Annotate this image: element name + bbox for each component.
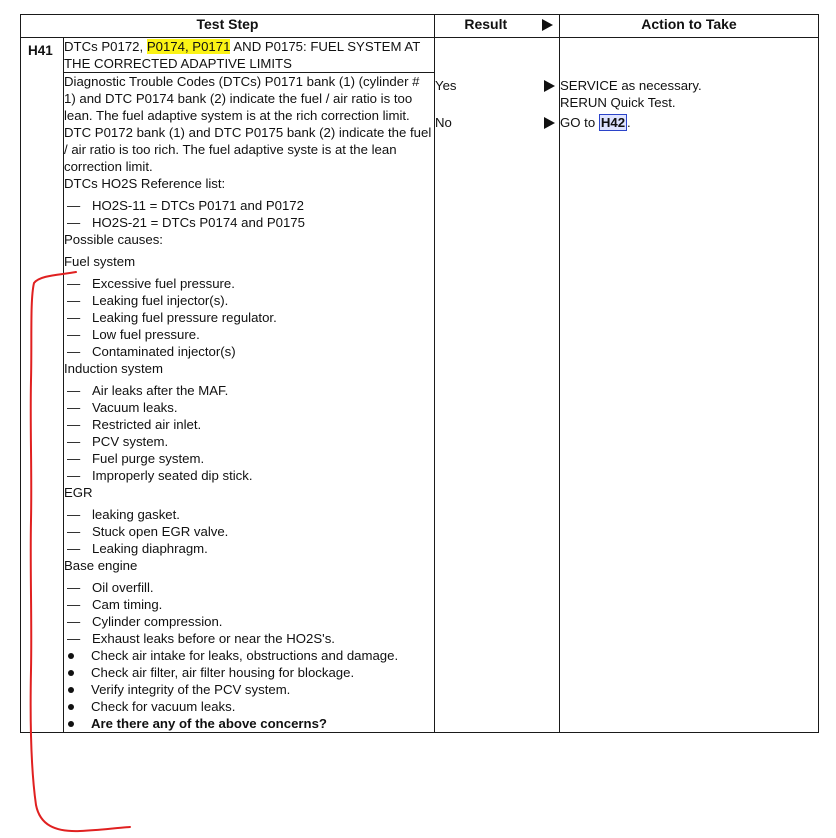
cause-item: — leaking gasket. (64, 506, 434, 523)
cause-item: — Vacuum leaks. (64, 399, 434, 416)
cause-item: — Oil overfill. (64, 579, 434, 596)
header-action: Action to Take (560, 15, 819, 38)
action-yes-line1: SERVICE as necessary. (560, 78, 702, 93)
question-item: Are there any of the above concerns? (64, 715, 434, 732)
group-title: Fuel system (64, 254, 136, 269)
step-title-pre: DTCs P0172, (64, 39, 147, 54)
result-cell (435, 38, 537, 733)
cause-item: — Cylinder compression. (64, 613, 434, 630)
cause-item: — Contaminated injector(s) (64, 343, 434, 360)
step-row (21, 38, 819, 733)
no-arrow-icon (537, 115, 560, 132)
cause-item: — Air leaks after the MAF. (64, 382, 434, 399)
step-title-highlight: P0174, P0171 (146, 39, 231, 54)
reference-item: — HO2S-21 = DTCs P0174 and P0175 (64, 214, 434, 231)
description-paragraph: DTC P0172 bank (1) and DTC P0175 bank (2) indicate the fuel / air ratio is too rich. The fuel adaptive syste is at the lean correction limit. (64, 125, 432, 174)
result-yes: Yes (435, 78, 457, 93)
possible-causes-heading: Possible causes: (64, 232, 163, 247)
step-id-spacer (21, 73, 64, 733)
cause-item: — Low fuel pressure. (64, 326, 434, 343)
cause-item: — Exhaust leaks before or near the HO2S's. (64, 630, 434, 647)
step-cell (21, 38, 435, 733)
check-item: Check air intake for leaks, obstructions and damage. (64, 647, 434, 664)
header-test-step: Test Step (21, 15, 435, 38)
step-title (64, 38, 435, 73)
cause-item: — PCV system. (64, 433, 434, 450)
cause-item: — Fuel purge system. (64, 450, 434, 467)
header-arrow-icon (537, 15, 560, 38)
arrow-cell (537, 38, 560, 733)
description-paragraph: DTCs HO2S Reference list: (64, 176, 226, 191)
cause-item: — Leaking diaphragm. (64, 540, 434, 557)
result-no: No (435, 115, 452, 130)
header-row (21, 15, 819, 38)
cause-item: — Improperly seated dip stick. (64, 467, 434, 484)
group-title: Base engine (64, 558, 138, 573)
description-paragraph: Diagnostic Trouble Codes (DTCs) P0171 bank (1) (cylinder # 1) and DTC P0174 bank (2) indicate the fuel / air ratio is too lean. The fuel adaptive system is at the rich correction limit. (64, 74, 420, 123)
cause-item: — Restricted air inlet. (64, 416, 434, 433)
action-no (560, 114, 818, 131)
check-item: Check air filter, air filter housing for blockage. (64, 664, 434, 681)
group-title: EGR (64, 485, 93, 500)
check-item: Check for vacuum leaks. (64, 698, 434, 715)
header-result: Result (435, 15, 537, 38)
goto-h42-link[interactable]: H42 (600, 115, 626, 130)
reference-item: — HO2S-11 = DTCs P0171 and P0172 (64, 197, 434, 214)
action-no-prefix: GO to (560, 115, 599, 130)
cause-item: — Cam timing. (64, 596, 434, 613)
cause-item: — Excessive fuel pressure. (64, 275, 434, 292)
action-cell (560, 38, 819, 733)
step-id-cell (21, 38, 64, 73)
step-title-post: AND P0175: FUEL SYSTEM AT THE CORRECTED ADAPTIVE LIMITS (64, 39, 421, 71)
step-id: H41 (28, 43, 53, 58)
action-yes-line2: RERUN Quick Test. (560, 95, 676, 110)
step-body (64, 73, 435, 733)
cause-item: — Leaking fuel injector(s). (64, 292, 434, 309)
yes-arrow-icon (537, 78, 560, 95)
cause-item: — Leaking fuel pressure regulator. (64, 309, 434, 326)
step-inner (21, 38, 434, 732)
group-title: Induction system (64, 361, 163, 376)
test-step-table (20, 14, 819, 733)
check-item: Verify integrity of the PCV system. (64, 681, 434, 698)
cause-item: — Stuck open EGR valve. (64, 523, 434, 540)
action-no-suffix: . (627, 115, 631, 130)
